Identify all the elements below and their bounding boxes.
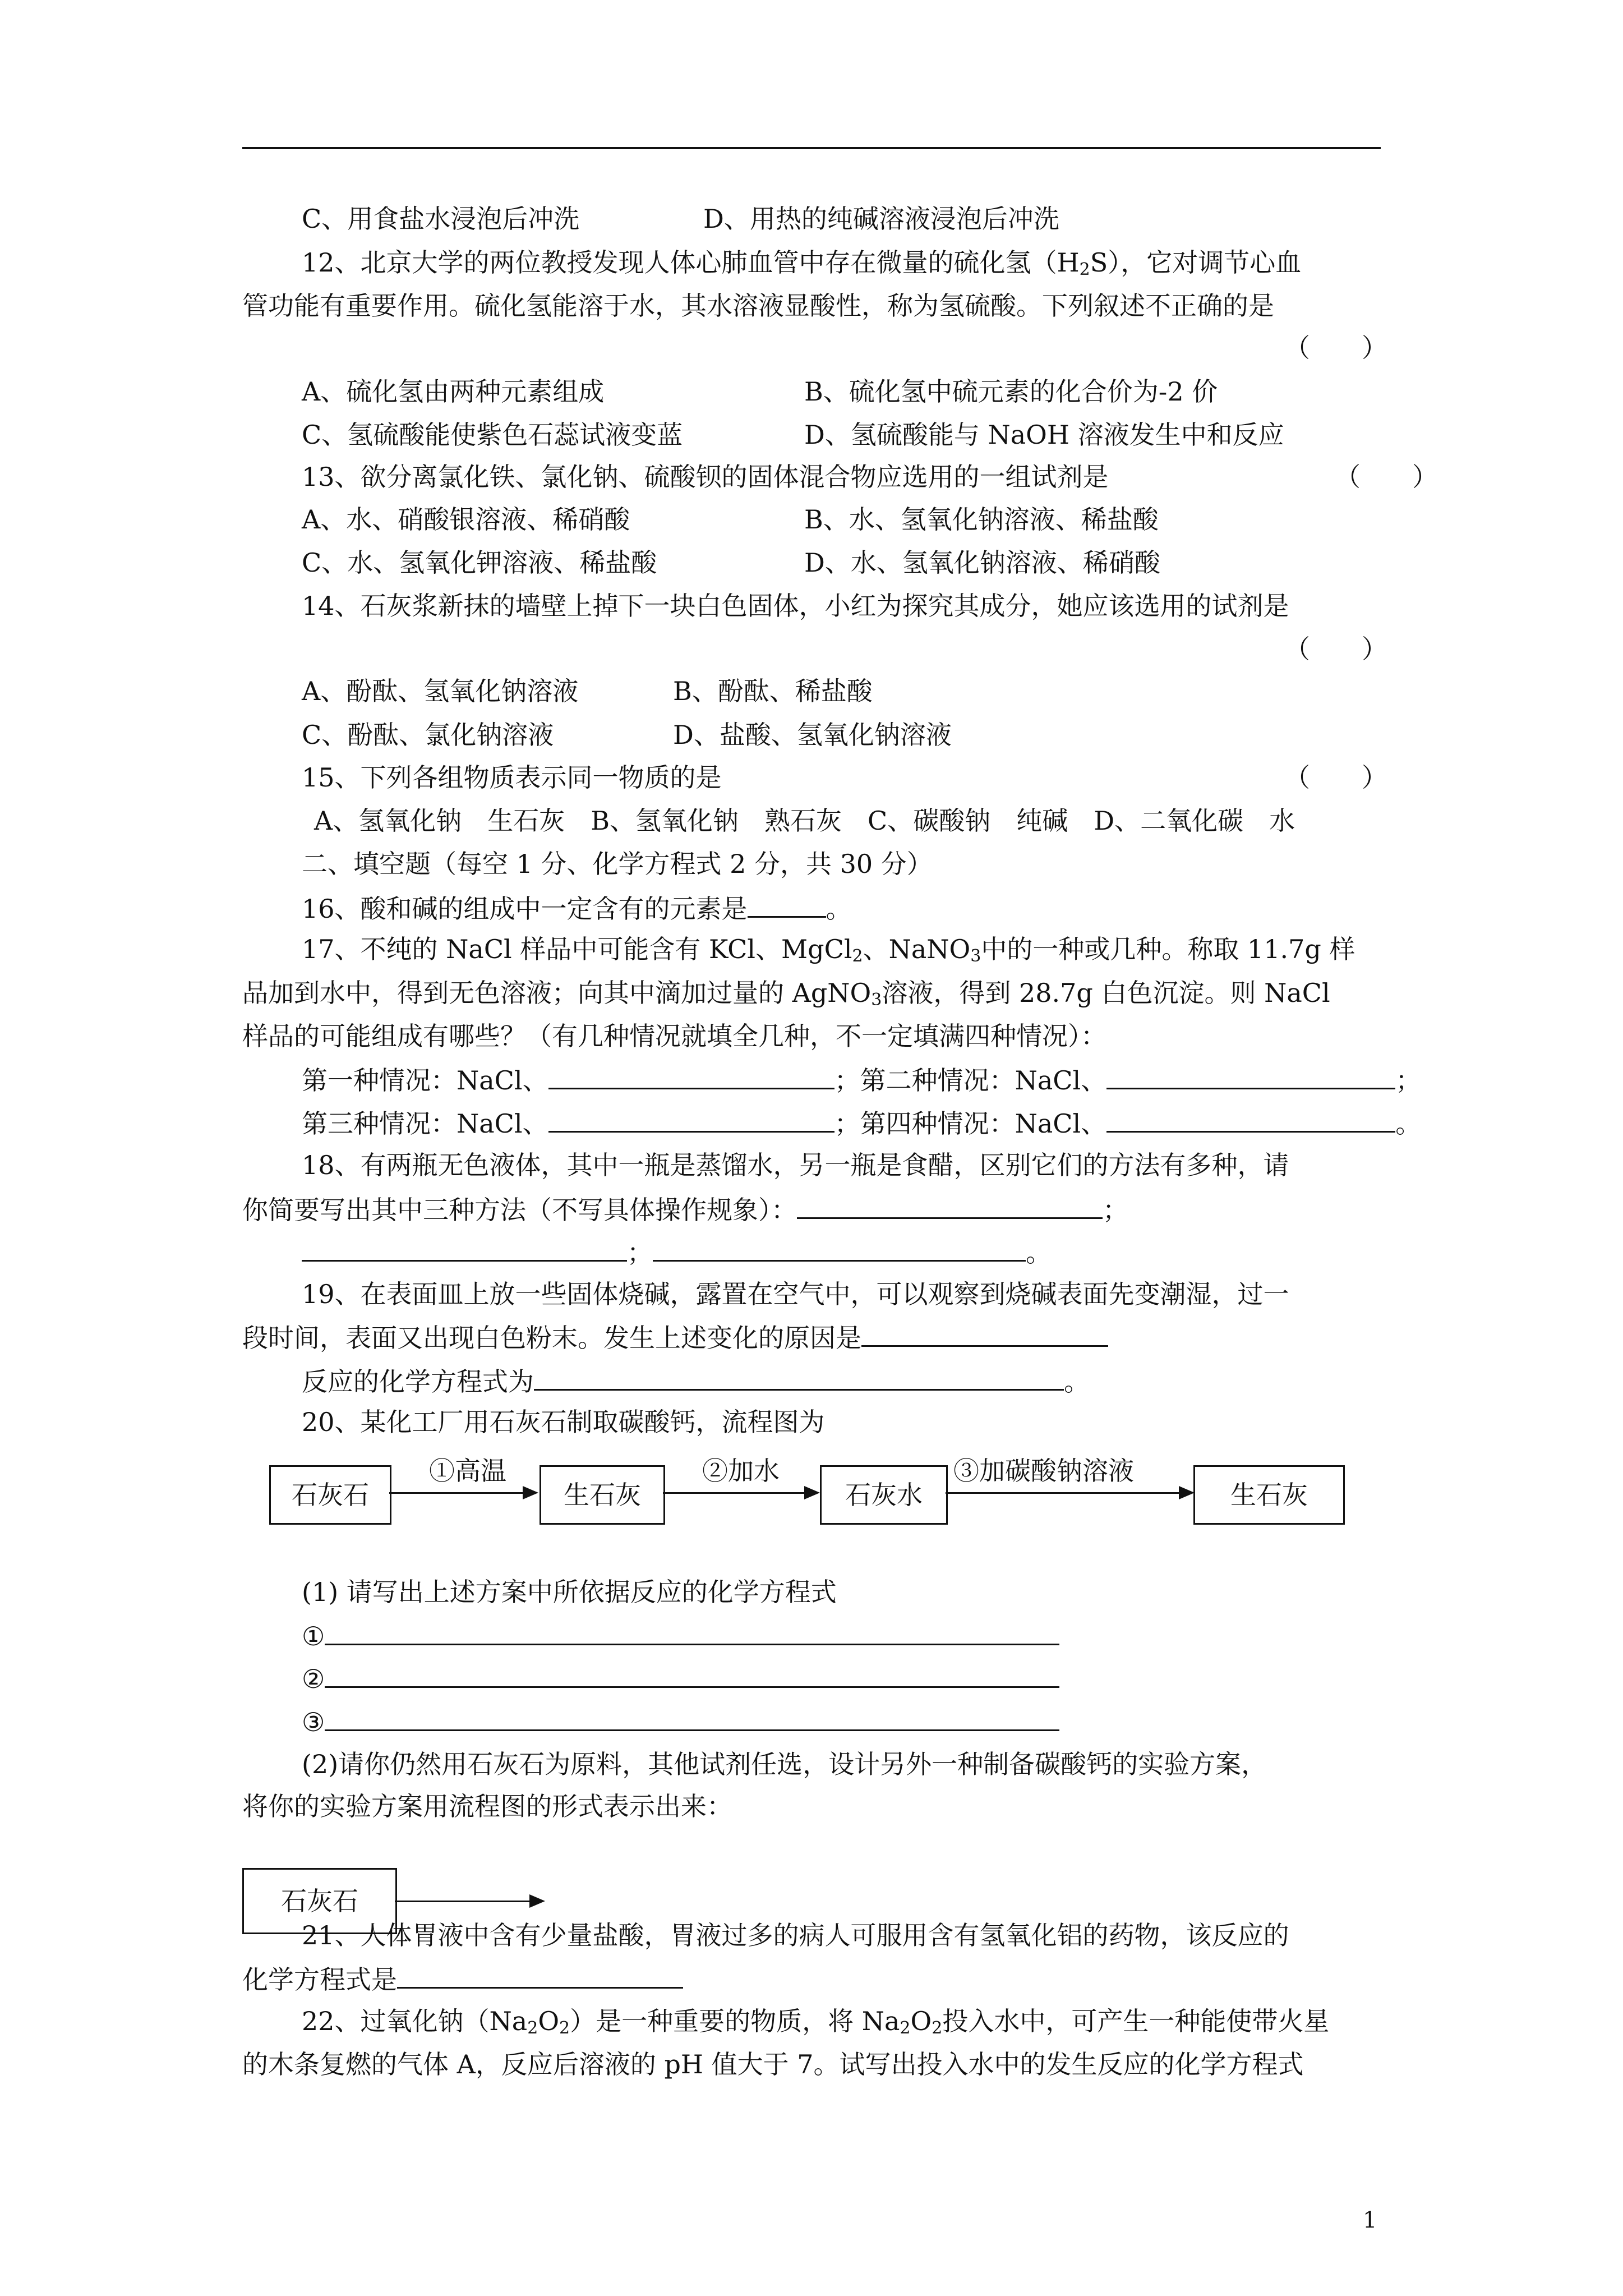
q21-line-1: 21、人体胃液中含有少量盐酸，胃液过多的病人可服用含有氢氧化铝的药物，该反应的 bbox=[302, 1920, 1289, 1950]
q22-line-1: 22、过氧化钠$(Na_2O_2)$是一种重要的物质，将 $Na_2O_2$投入水中，可产生一种能使带火星 bbox=[302, 2006, 1330, 2038]
q21-equation-blank[interactable] bbox=[397, 1961, 683, 1989]
q20-equation-2: ② bbox=[302, 1660, 1059, 1696]
q17-line-1: 17、不纯的 NaCl 样品中可能含有 KCl、MgCl$_2$、NaNO$_3$中的一种或几种。称取 11.7g 样 bbox=[302, 934, 1355, 966]
q13-option-b: B、水、氢氧化钠溶液、稀盐酸 bbox=[804, 504, 1159, 535]
flow-arrow-1 bbox=[389, 1492, 525, 1494]
q15-stem: 15、下列各组物质表示同一物质的是 bbox=[302, 762, 722, 793]
q14-option-d: D、盐酸、氢氧化钠溶液 bbox=[673, 720, 952, 750]
q22-line-2: 的木条复燃的气体 A，反应后溶液的 pH 值大于 7。试写出投入水中的发生反应的化学方程式 bbox=[242, 2049, 1304, 2079]
flow-box-limestone: 石灰石 bbox=[269, 1465, 391, 1525]
q14-option-c: C、酚酞、氯化钠溶液 bbox=[302, 720, 554, 750]
q18-method2-blank[interactable] bbox=[302, 1234, 627, 1262]
q17-case1-blank[interactable] bbox=[548, 1062, 834, 1089]
q17-line-2: 品加到水中，得到无色溶液；向其中滴加过量的 AgNO$_3$溶液，得到 28.7g 白色沉淀。则 NaCl bbox=[242, 978, 1330, 1010]
q20-stem: 20、某化工厂用石灰石制取碳酸钙，流程图为 bbox=[302, 1407, 825, 1437]
q11-option-c: C、用食盐水浸泡后冲洗 bbox=[302, 204, 580, 234]
q20-eq2-blank[interactable] bbox=[325, 1660, 1059, 1688]
section-2-heading: 二、填空题（每空 1 分、化学方程式 2 分，共 30 分） bbox=[302, 849, 933, 879]
q20-equation-3: ③ bbox=[302, 1704, 1059, 1739]
q12-option-c: C、氢硫酸能使紫色石蕊试液变蓝 bbox=[302, 420, 683, 450]
q14-stem: 14、石灰浆新抹的墙壁上掉下一块白色固体，小红为探究其成分，她应该选用的试剂是 bbox=[302, 591, 1289, 621]
q12-option-d: D、氢硫酸能与 NaOH 溶液发生中和反应 bbox=[804, 420, 1284, 450]
q19-line-2: 段时间，表面又出现白色粉末。发生上述变化的原因是 bbox=[242, 1319, 1108, 1355]
design-arrow-head bbox=[529, 1894, 545, 1908]
q18-line-1: 18、有两瓶无色液体，其中一瓶是蒸馏水，另一瓶是食醋，区别它们的方法有多种，请 bbox=[302, 1150, 1289, 1180]
q14-answer-paren: （ ） bbox=[1284, 634, 1387, 664]
q17-line-3: 样品的可能组成有哪些？（有几种情况就填全几种，不一定填满四种情况）： bbox=[242, 1021, 1106, 1051]
q13-stem: 13、欲分离氯化铁、氯化钠、硫酸钡的固体混合物应选用的一组试剂是 bbox=[302, 462, 1109, 492]
flow-arrow-1-head bbox=[523, 1486, 538, 1499]
flow-arrow-2-head bbox=[804, 1486, 820, 1499]
q20-eq3-blank[interactable] bbox=[325, 1704, 1059, 1731]
q12-option-b: B、硫化氢中硫元素的化合价为-2 价 bbox=[804, 376, 1218, 407]
q18-method1-blank[interactable] bbox=[797, 1191, 1103, 1219]
flow-box-quicklime-2: 生石灰 bbox=[1193, 1465, 1345, 1525]
q15-options: A、氢氧化钠 生石灰 B、氢氧化钠 熟石灰 C、碳酸钠 纯碱 D、二氧化碳 水 bbox=[314, 806, 1295, 836]
q14-option-a: A、酚酞、氢氧化钠溶液 bbox=[302, 676, 579, 706]
q17-case4-blank[interactable] bbox=[1106, 1105, 1395, 1133]
q13-option-c: C、水、氢氧化钾溶液、稀盐酸 bbox=[302, 547, 657, 578]
q17-case3-blank[interactable] bbox=[548, 1105, 834, 1133]
q19-line-3: 反应的化学方程式为 。 bbox=[302, 1363, 1090, 1398]
q16-line: 16、酸和碱的组成中一定含有的元素是 。 bbox=[302, 890, 852, 926]
q19-line-1: 19、在表面皿上放一些固体烧碱，露置在空气中，可以观察到烧碱表面先变潮湿，过一 bbox=[302, 1279, 1289, 1309]
q18-method3-blank[interactable] bbox=[653, 1234, 1026, 1262]
flow-box-quicklime: 生石灰 bbox=[540, 1465, 665, 1525]
flow-box-limewater: 石灰水 bbox=[820, 1465, 948, 1525]
design-arrow bbox=[395, 1901, 532, 1902]
q13-answer-paren: （ ） bbox=[1335, 462, 1438, 492]
header-rule bbox=[242, 147, 1381, 149]
flow-box-limestone-design: 石灰石 bbox=[242, 1868, 397, 1934]
q12-line-1: 12、北京大学的两位教授发现人体心肺血管中存在微量的硫化氢$(H_2S)$，它对调节心血 bbox=[302, 247, 1302, 279]
q20-part2-line-2: 将你的实验方案用流程图的形式表示出来： bbox=[242, 1791, 732, 1821]
flow-arrow-3-head bbox=[1179, 1486, 1195, 1499]
flow-arrow-2 bbox=[663, 1492, 806, 1494]
q12-option-a: A、硫化氢由两种元素组成 bbox=[302, 376, 605, 407]
q20-equation-1: ① bbox=[302, 1618, 1059, 1653]
q17-cases-1-2: 第一种情况：NaCl、 ；第二种情况：NaCl、 ； bbox=[302, 1062, 1421, 1097]
flow-step-3-label: ③加碳酸钠溶液 bbox=[953, 1456, 1134, 1486]
q20-eq1-blank[interactable] bbox=[325, 1618, 1059, 1645]
q14-option-b: B、酚酞、稀盐酸 bbox=[673, 676, 873, 706]
q20-part1: (1) 请写出上述方案中所依据反应的化学方程式 bbox=[302, 1577, 837, 1607]
q17-case2-blank[interactable] bbox=[1106, 1062, 1395, 1089]
q15-answer-paren: （ ） bbox=[1284, 762, 1387, 793]
q12-answer-paren: （ ） bbox=[1284, 333, 1387, 363]
q12-line-2: 管功能有重要作用。硫化氢能溶于水，其水溶液显酸性，称为氢硫酸。下列叙述不正确的是 bbox=[242, 291, 1274, 321]
q18-line-2: 你简要写出其中三种方法（不写具体操作规象）： ； bbox=[242, 1191, 1128, 1227]
q19-equation-blank[interactable] bbox=[534, 1363, 1064, 1391]
flow-arrow-3 bbox=[946, 1492, 1181, 1494]
page-number: 1 bbox=[1363, 2207, 1377, 2233]
q16-blank[interactable] bbox=[748, 890, 826, 918]
q13-option-a: A、水、硝酸银溶液、稀硝酸 bbox=[302, 504, 630, 535]
flow-step-2-label: ②加水 bbox=[702, 1456, 780, 1486]
q17-cases-3-4: 第三种情况：NaCl、 ；第四种情况：NaCl、 。 bbox=[302, 1105, 1421, 1140]
q19-reason-blank[interactable] bbox=[861, 1319, 1108, 1347]
q13-option-d: D、水、氢氧化钠溶液、稀硝酸 bbox=[804, 547, 1160, 578]
flow-step-1-label: ①高温 bbox=[429, 1456, 506, 1486]
q21-line-2: 化学方程式是 bbox=[242, 1961, 683, 1996]
q18-line-3: ； 。 bbox=[302, 1234, 1052, 1269]
q20-part2-line-1: (2)请你仍然用石灰石为原料，其他试剂任选，设计另外一种制备碳酸钙的实验方案， bbox=[302, 1749, 1267, 1779]
q11-option-d: D、用热的纯碱溶液浸泡后冲洗 bbox=[703, 204, 1059, 234]
